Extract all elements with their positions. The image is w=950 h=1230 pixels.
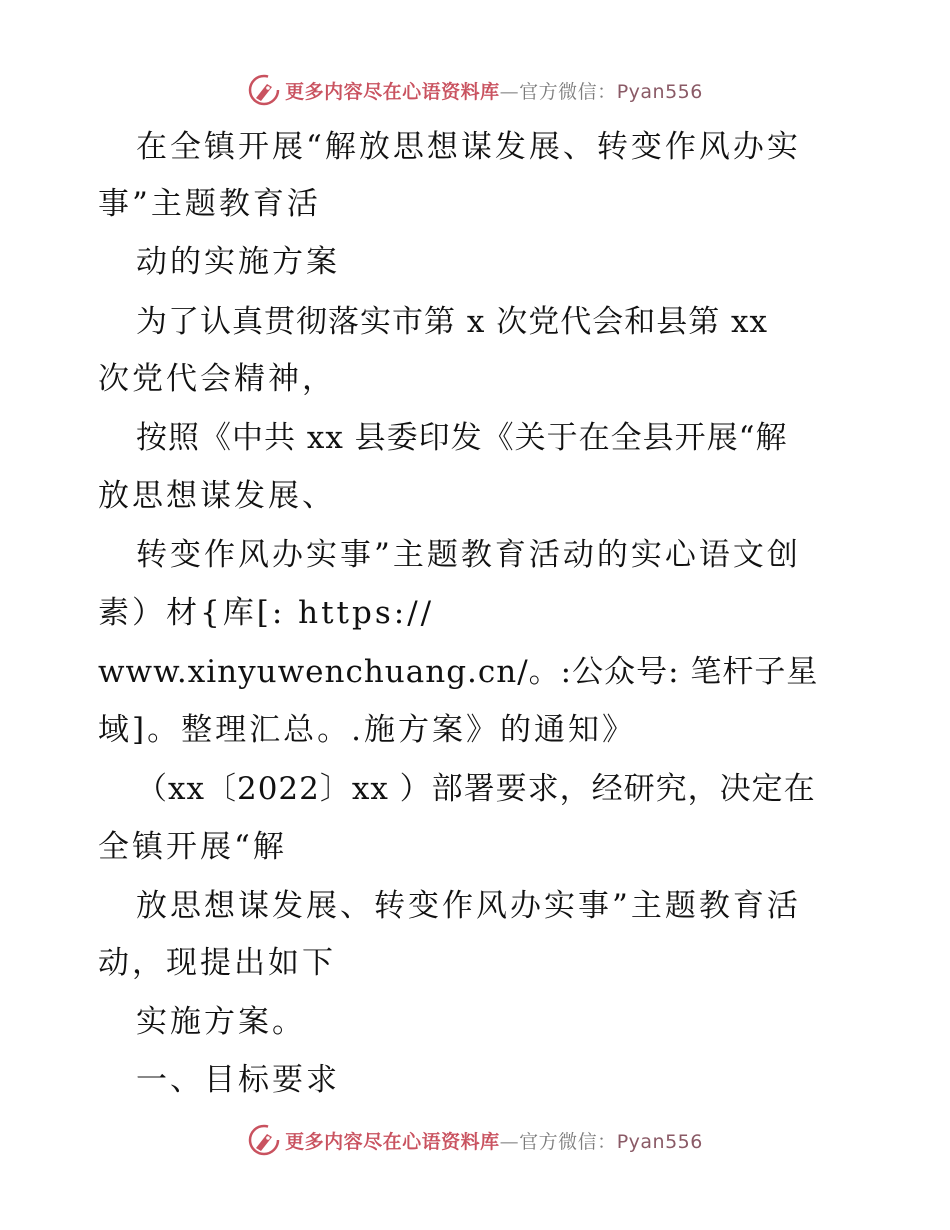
doc-line-16: 实施方案。 — [136, 1004, 306, 1040]
watermark-dash: — — [499, 1130, 520, 1153]
doc-line-title-2: 事”主题教育活 — [98, 186, 321, 222]
watermark-wechat-label: 官方微信： — [519, 80, 617, 103]
watermark-wechat-id: Pyan556 — [616, 1130, 703, 1153]
watermark-site-name: 更多内容尽在心语资料库 — [285, 80, 500, 103]
doc-line-8: 转变作风办实事”主题教育活动的实心语文创 — [136, 537, 801, 573]
doc-line-12: （xx〔2022〕xx ）部署要求，经研究，决定在 — [136, 771, 816, 807]
section-heading-goals: 一、目标要求 — [136, 1062, 340, 1098]
watermark-wechat-id: Pyan556 — [616, 80, 703, 103]
doc-line-title-1: 在全镇开展“解放思想谋发展、转变作风办实 — [136, 129, 801, 165]
watermark-dash: — — [499, 80, 520, 103]
doc-line-6: 按照《中共 xx 县委印发《关于在全县开展“解 — [136, 420, 788, 456]
doc-line-4: 为了认真贯彻落实市第 x 次党代会和县第 xx — [136, 304, 769, 340]
footer-watermark — [0, 1120, 950, 1160]
doc-line-14: 放思想谋发展、转变作风办实事”主题教育活 — [136, 888, 801, 924]
watermark-site-name: 更多内容尽在心语资料库 — [285, 1130, 500, 1153]
doc-line-15: 动，现提出如下 — [98, 945, 336, 981]
doc-line-5: 次党代会精神， — [98, 361, 336, 397]
doc-line-10: www.xinyuwenchuang.cn/。:公众号: 笔杆子星 — [98, 654, 819, 690]
doc-line-13: 全镇开展“解 — [98, 829, 287, 865]
watermark-wechat-label: 官方微信： — [519, 1130, 617, 1153]
doc-line-11: 域]。整理汇总。.施方案》的通知》 — [98, 712, 636, 748]
doc-line-9: 素）材{库[: https:// — [98, 595, 435, 631]
watermark-text — [285, 1127, 703, 1154]
pen-nib-icon — [247, 1123, 281, 1157]
doc-line-title-3: 动的实施方案 — [136, 244, 340, 280]
doc-line-7: 放思想谋发展、 — [98, 478, 336, 514]
